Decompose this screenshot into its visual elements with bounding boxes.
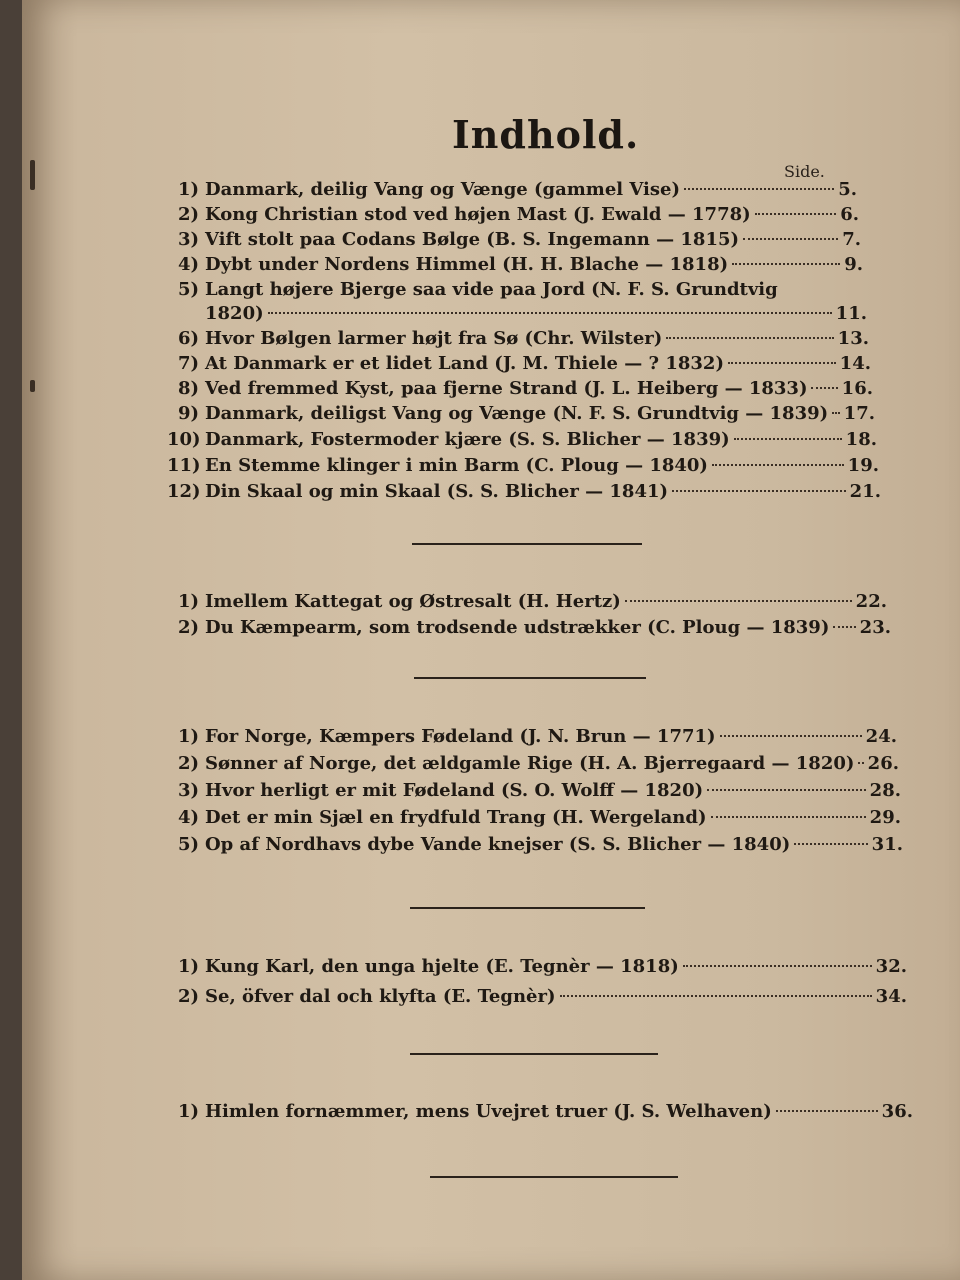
toc-entry: 5) Langt højere Bjerge saa vide paa Jord (N. F. S. Grundtvig [177,279,778,300]
page-title: Indhold. [452,112,640,157]
toc-entry: 1) Himlen fornæmmer, mens Uvejret truer (J. S. Welhaven) 36. [177,1101,913,1122]
toc-entry: 2) Sønner af Norge, det ældgamle Rige (H. A. Bjerregaard — 1820) 26. [177,753,899,774]
section-divider [430,1176,678,1178]
toc-entry: 4) Det er min Sjæl en frydfuld Trang (H. Wergeland) 29. [177,807,901,828]
section-divider [412,543,642,545]
page-edge-mark [30,380,35,392]
toc-entry: 5) Op af Nordhavs dybe Vande knejser (S. S. Blicher — 1840) 31. [177,834,903,855]
toc-entry: 6) Hvor Bølgen larmer højt fra Sø (Chr. Wilster) 13. [177,328,869,349]
toc-entry: 3) Hvor herligt er mit Fødeland (S. O. Wolff — 1820) 28. [177,780,901,801]
toc-entry: 1) Imellem Kattegat og Østresalt (H. Hertz) 22. [177,591,887,612]
toc-entry: 11) En Stemme klinger i min Barm (C. Ploug — 1840) 19. [167,455,879,476]
section-divider [414,677,646,679]
toc-entry: 3) Vift stolt paa Codans Bølge (B. S. Ingemann — 1815) 7. [177,229,861,250]
toc-entry: 1) Danmark, deilig Vang og Vænge (gammel Vise) 5. [177,179,857,200]
toc-entry: 10) Danmark, Fostermoder kjære (S. S. Blicher — 1839) 18. [167,429,877,450]
toc-entry: 8) Ved fremmed Kyst, paa fjerne Strand (J. L. Heiberg — 1833) 16. [177,378,873,399]
toc-entry: 1) Kung Karl, den unga hjelte (E. Tegnèr — 1818) 32. [177,956,907,977]
toc-entry: 1) For Norge, Kæmpers Fødeland (J. N. Brun — 1771) 24. [177,726,897,747]
toc-entry: 2) Kong Christian stod ved højen Mast (J. Ewald — 1778) 6. [177,204,859,225]
toc-entry: 12) Din Skaal og min Skaal (S. S. Blicher — 1841) 21. [167,481,881,502]
toc-entry: 4) Dybt under Nordens Himmel (H. H. Blache — 1818) 9. [177,254,863,275]
section-divider [410,1053,658,1055]
page-edge-mark [30,160,35,190]
book-page [22,0,960,1280]
section-divider [410,907,645,909]
toc-entry: 2) Du Kæmpearm, som trodsende udstrækker (C. Ploug — 1839) 23. [177,617,891,638]
toc-entry: 7) At Danmark er et lidet Land (J. M. Thiele — ? 1832) 14. [177,353,871,374]
toc-entry: 2) Se, öfver dal och klyfta (E. Tegnèr) 34. [177,986,907,1007]
toc-entry: 9) Danmark, deiligst Vang og Vænge (N. F. S. Grundtvig — 1839) 17. [177,403,875,424]
toc-entry-continuation: 1820) 11. [205,303,867,324]
side-column-label: Side. [784,162,825,181]
